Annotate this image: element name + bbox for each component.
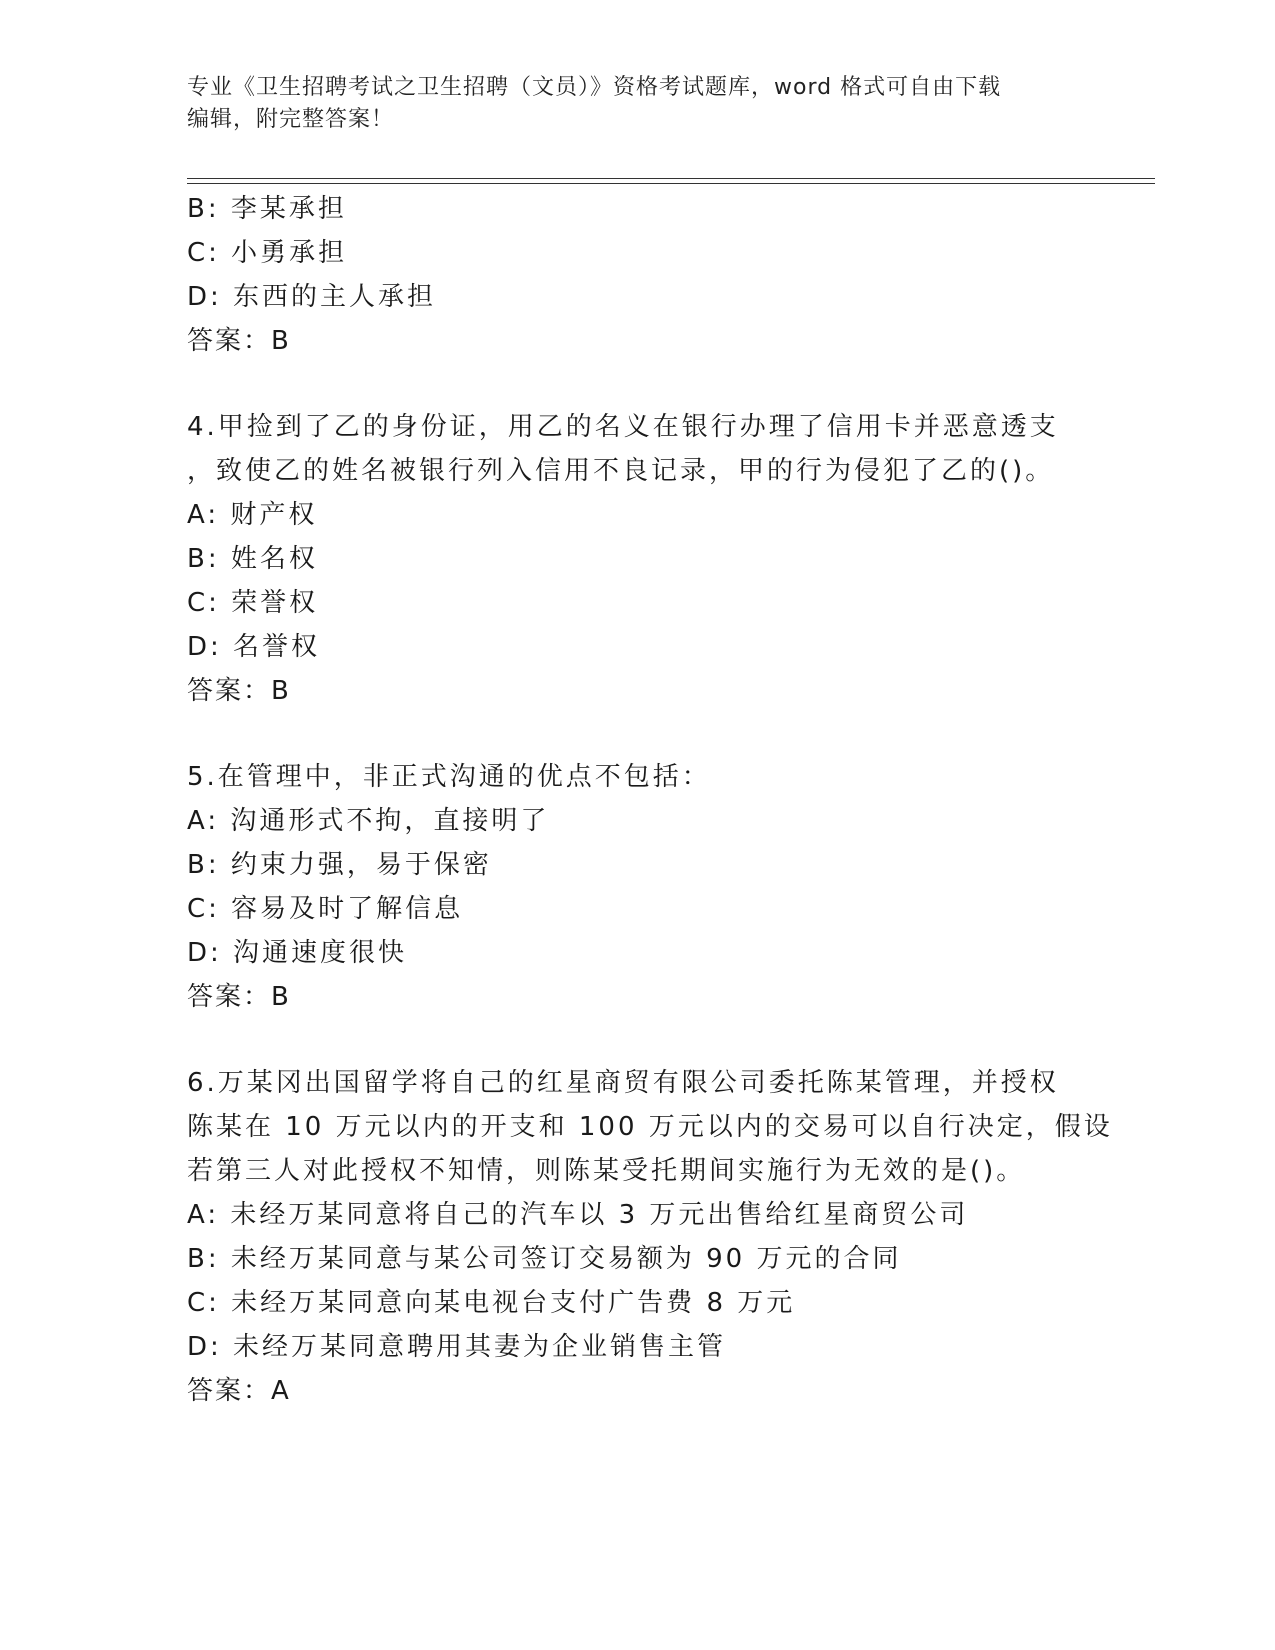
option-item: C: 荣誉权 <box>187 588 319 618</box>
option-item: D: 名誉权 <box>187 632 321 662</box>
header-divider-top <box>187 178 1155 179</box>
option-item: B: 姓名权 <box>187 544 318 574</box>
option-item: A: 沟通形式不拘，直接明了 <box>187 806 550 836</box>
question-stem: 5.在管理中，非正式沟通的优点不包括： <box>187 762 711 792</box>
option-item: D: 东西的主人承担 <box>187 282 437 312</box>
option-item: A: 未经万某同意将自己的汽车以 3 万元出售给红星商贸公司 <box>187 1200 969 1230</box>
question-stem: 陈某在 10 万元以内的开支和 100 万元以内的交易可以自行决定，假设 <box>187 1112 1113 1142</box>
option-item: C: 小勇承担 <box>187 238 348 268</box>
option-item: D: 未经万某同意聘用其妻为企业销售主管 <box>187 1332 727 1362</box>
option-item: B: 未经万某同意与某公司签订交易额为 90 万元的合同 <box>187 1244 902 1274</box>
document-header <box>187 72 1087 136</box>
question-stem: ，致使乙的姓名被银行列入信用不良记录，甲的行为侵犯了乙的()。 <box>187 456 1055 486</box>
header-line-1: 专业《卫生招聘考试之卫生招聘（文员）》资格考试题库，word 格式可自由下载 <box>187 75 1002 100</box>
answer-label: 答案：A <box>187 1376 291 1406</box>
answer-label: 答案：B <box>187 982 291 1012</box>
question-stem: 4.甲捡到了乙的身份证，用乙的名义在银行办理了信用卡并恶意透支 <box>187 412 1059 442</box>
question-stem: 若第三人对此授权不知情，则陈某受托期间实施行为无效的是()。 <box>187 1156 1026 1186</box>
answer-label: 答案：B <box>187 676 291 706</box>
header-line-2: 编辑，附完整答案！ <box>187 107 395 132</box>
question-stem: 6.万某冈出国留学将自己的红星商贸有限公司委托陈某管理，并授权 <box>187 1068 1059 1098</box>
header-divider-bottom <box>187 183 1155 184</box>
option-item: D: 沟通速度很快 <box>187 938 408 968</box>
answer-label: 答案：B <box>187 326 291 356</box>
option-item: C: 容易及时了解信息 <box>187 894 464 924</box>
option-item: C: 未经万某同意向某电视台支付广告费 8 万元 <box>187 1288 796 1318</box>
option-item: B: 李某承担 <box>187 194 347 224</box>
option-item: A: 财产权 <box>187 500 318 530</box>
option-item: B: 约束力强，易于保密 <box>187 850 492 880</box>
